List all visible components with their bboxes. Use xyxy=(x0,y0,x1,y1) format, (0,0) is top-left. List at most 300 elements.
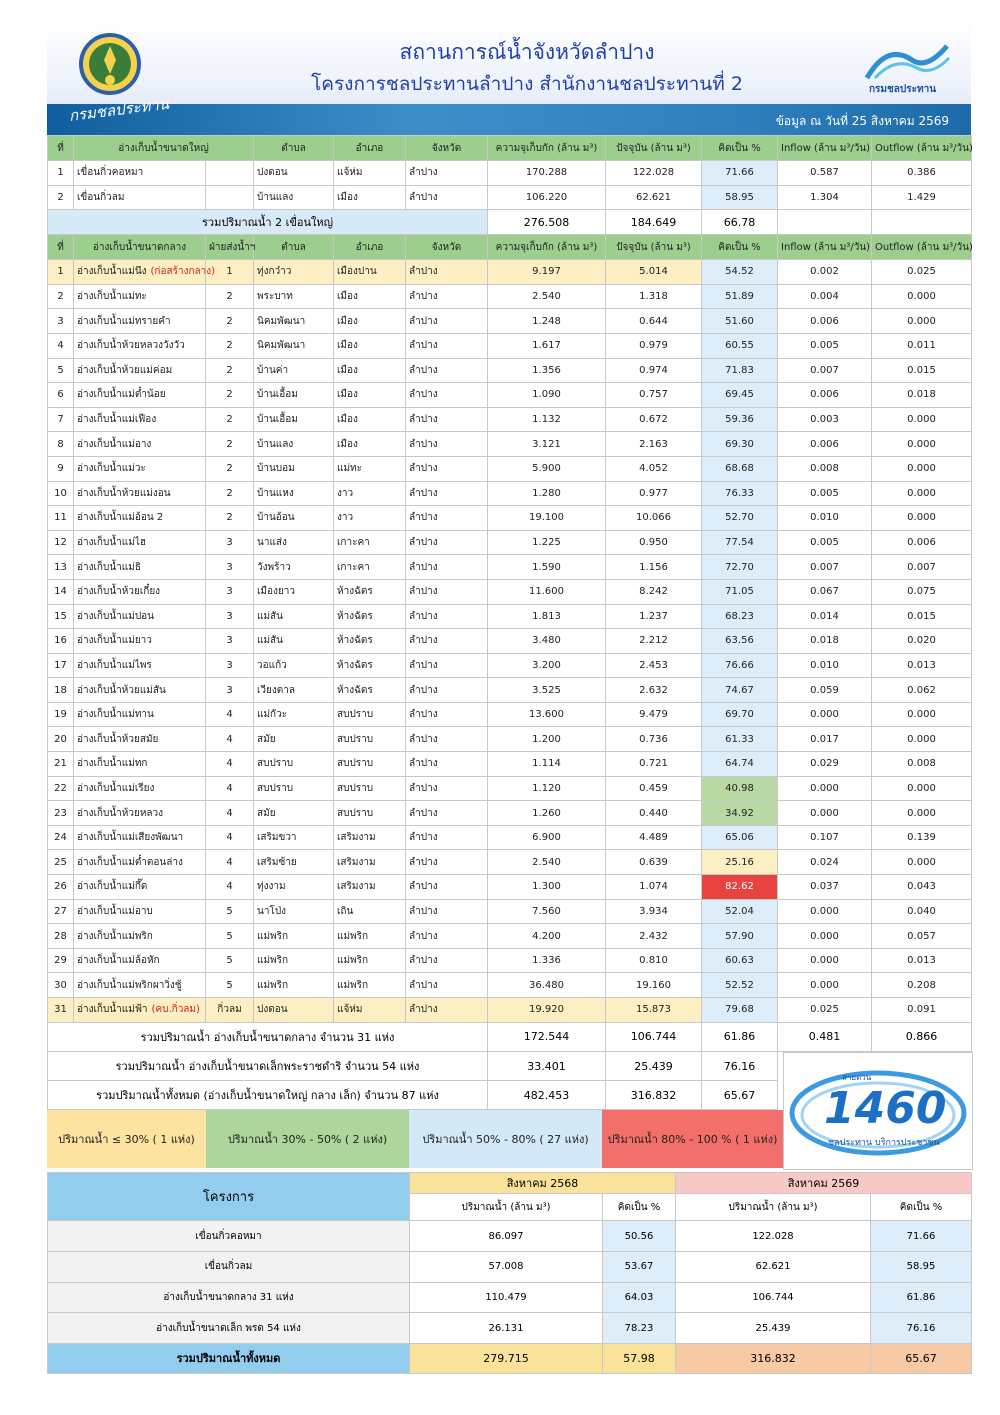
province: ลำปาง xyxy=(406,948,488,973)
hotline-number: 1460 xyxy=(824,1083,947,1135)
amphoe: เสริมงาม xyxy=(334,875,406,900)
percent: 58.95 xyxy=(702,185,778,210)
row-no: 30 xyxy=(48,973,74,998)
province: ลำปาง xyxy=(406,776,488,801)
current: 2.453 xyxy=(606,653,702,678)
large-total-pct: 66.78 xyxy=(702,210,778,235)
amphoe: ห้างฉัตร xyxy=(334,629,406,654)
report-subtitle: โครงการชลประทานลำปาง สำนักงานชลประทานที่ 2 xyxy=(311,73,743,95)
current: 1.074 xyxy=(606,875,702,900)
outflow: 0.000 xyxy=(872,801,972,826)
inflow: 0.007 xyxy=(778,555,872,580)
summary-current: 106.744 xyxy=(606,1022,702,1051)
compare-v1: 86.097 xyxy=(410,1221,603,1252)
division: 2 xyxy=(206,309,254,334)
amphoe: ห้างฉัตร xyxy=(334,604,406,629)
row-no: 14 xyxy=(48,579,74,604)
reservoir-name-cell xyxy=(74,333,206,358)
dam-name: เขื่อนกิ่วคอหมา xyxy=(74,161,206,186)
province: ลำปาง xyxy=(406,185,488,210)
inflow: 0.005 xyxy=(778,530,872,555)
large-total-outflow-empty xyxy=(872,210,972,235)
current: 62.621 xyxy=(606,185,702,210)
amphoe: เกาะคา xyxy=(334,555,406,580)
inflow: 0.000 xyxy=(778,776,872,801)
province: ลำปาง xyxy=(406,333,488,358)
compare-p1: 78.23 xyxy=(603,1313,676,1344)
inflow: 0.000 xyxy=(778,801,872,826)
reservoir-name: อ่างเก็บน้ำแม่พริกผาวิ่งชู้ xyxy=(77,979,182,991)
reservoir-note: (คบ.กิ่วลม) xyxy=(151,1004,200,1016)
large-total-inflow-empty xyxy=(778,210,872,235)
capacity: 1.336 xyxy=(488,948,606,973)
province: ลำปาง xyxy=(406,530,488,555)
amphoe: เมือง xyxy=(334,432,406,457)
tambon: วอแก้ว xyxy=(254,653,334,678)
compare-total-row xyxy=(48,1343,972,1373)
compare-p1: 50.56 xyxy=(603,1221,676,1252)
row-no: 29 xyxy=(48,948,74,973)
dam-name: เขื่อนกิ่วลม xyxy=(74,185,206,210)
row-no: 23 xyxy=(48,801,74,826)
large-dam-total-section xyxy=(48,210,972,235)
reservoir-name: อ่างเก็บน้ำห้วยเกี๋ยง xyxy=(77,586,161,598)
compare-p1: 53.67 xyxy=(603,1252,676,1283)
outflow: 0.000 xyxy=(872,309,972,334)
amphoe: เมือง xyxy=(334,185,406,210)
compare-p2: 61.86 xyxy=(871,1282,972,1313)
province: ลำปาง xyxy=(406,284,488,309)
legend-item-le30: ปริมาณน้ำ ≤ 30% ( 1 แห่ง) xyxy=(47,1110,206,1168)
compare-row xyxy=(48,1282,972,1313)
outflow: 0.000 xyxy=(872,432,972,457)
tambon: เสริมซ้าย xyxy=(254,850,334,875)
col-no: ที่ xyxy=(48,235,74,260)
province: ลำปาง xyxy=(406,309,488,334)
amphoe: แจ้ห่ม xyxy=(334,161,406,186)
compare-year1-header: สิงหาคม 2568 xyxy=(410,1173,676,1194)
capacity: 2.540 xyxy=(488,850,606,875)
row-no: 10 xyxy=(48,481,74,506)
reservoir-name-cell xyxy=(74,727,206,752)
province: ลำปาง xyxy=(406,653,488,678)
division: 2 xyxy=(206,383,254,408)
outflow: 0.000 xyxy=(872,506,972,531)
table-row xyxy=(48,358,972,383)
table-row xyxy=(48,629,972,654)
province: ลำปาง xyxy=(406,579,488,604)
department-name: กรมชลประทาน xyxy=(67,94,170,125)
reservoir-name: อ่างเก็บน้ำแม่ล้อหัก xyxy=(77,955,160,967)
outflow: 0.000 xyxy=(872,284,972,309)
summary-pct: 76.16 xyxy=(702,1051,778,1080)
amphoe: เถิน xyxy=(334,899,406,924)
province: ลำปาง xyxy=(406,998,488,1023)
row-no: 3 xyxy=(48,309,74,334)
current: 19.160 xyxy=(606,973,702,998)
province: ลำปาง xyxy=(406,752,488,777)
current: 0.644 xyxy=(606,309,702,334)
table-row xyxy=(48,333,972,358)
reservoir-name-cell xyxy=(74,875,206,900)
reservoir-name-cell xyxy=(74,260,216,285)
tambon: ปงดอน xyxy=(254,161,334,186)
row-no: 16 xyxy=(48,629,74,654)
legend-item-80-100: ปริมาณน้ำ 80% - 100 % ( 1 แห่ง) xyxy=(602,1110,783,1168)
capacity: 1.260 xyxy=(488,801,606,826)
tambon: นาโป่ง xyxy=(254,899,334,924)
province: ลำปาง xyxy=(406,407,488,432)
reservoir-note: (ก่อสร้างกลาง) xyxy=(150,266,216,278)
table-row xyxy=(48,702,972,727)
amphoe: เมือง xyxy=(334,383,406,408)
large-total-capacity: 276.508 xyxy=(488,210,606,235)
medium-reservoir-section xyxy=(48,235,972,1022)
percent: 72.70 xyxy=(702,555,778,580)
table-row xyxy=(48,506,972,531)
row-no: 1 xyxy=(48,161,74,186)
col-pct: คิดเป็น % xyxy=(702,136,778,161)
outflow: 0.208 xyxy=(872,973,972,998)
province: ลำปาง xyxy=(406,850,488,875)
province: ลำปาง xyxy=(406,432,488,457)
table-row xyxy=(48,875,972,900)
reservoir-name: อ่างเก็บน้ำแม่ยาว xyxy=(77,635,152,647)
percent: 52.70 xyxy=(702,506,778,531)
reservoir-name-cell xyxy=(74,407,206,432)
reservoir-table xyxy=(47,135,972,1110)
percent: 65.06 xyxy=(702,825,778,850)
outflow: 0.000 xyxy=(872,481,972,506)
summary-pct: 65.67 xyxy=(702,1081,778,1110)
division: 5 xyxy=(206,899,254,924)
inflow: 0.107 xyxy=(778,825,872,850)
province: ลำปาง xyxy=(406,260,488,285)
legend-item-50-80: ปริมาณน้ำ 50% - 80% ( 27 แห่ง) xyxy=(409,1110,602,1168)
reservoir-name-cell xyxy=(74,530,206,555)
inflow: 0.008 xyxy=(778,456,872,481)
amphoe: สบปราบ xyxy=(334,702,406,727)
reservoir-name-cell xyxy=(74,850,206,875)
percent: 74.67 xyxy=(702,678,778,703)
summary-current: 316.832 xyxy=(606,1081,702,1110)
outflow: 0.000 xyxy=(872,702,972,727)
tambon: บ้านค่า xyxy=(254,358,334,383)
inflow: 0.000 xyxy=(778,899,872,924)
current: 0.810 xyxy=(606,948,702,973)
outflow: 0.000 xyxy=(872,776,972,801)
outflow: 0.015 xyxy=(872,358,972,383)
province: ลำปาง xyxy=(406,727,488,752)
reservoir-name-cell xyxy=(74,629,206,654)
percent: 40.98 xyxy=(702,776,778,801)
capacity: 4.200 xyxy=(488,924,606,949)
province: ลำปาง xyxy=(406,973,488,998)
outflow: 0.075 xyxy=(872,579,972,604)
reservoir-name-cell xyxy=(74,899,206,924)
percent: 69.70 xyxy=(702,702,778,727)
col-outflow: Outflow (ล้าน ม³/วัน) xyxy=(872,235,972,260)
row-no: 24 xyxy=(48,825,74,850)
capacity: 1.090 xyxy=(488,383,606,408)
division: 2 xyxy=(206,333,254,358)
compare-p2: 76.16 xyxy=(871,1313,972,1344)
tambon: สบปราบ xyxy=(254,776,334,801)
amphoe: แจ้ห่ม xyxy=(334,998,406,1023)
tambon: ทุ่งกว๋าว xyxy=(254,260,334,285)
col-tambon: ตำบล xyxy=(254,136,334,161)
province: ลำปาง xyxy=(406,383,488,408)
row-no: 26 xyxy=(48,875,74,900)
percent: 71.05 xyxy=(702,579,778,604)
outflow: 0.000 xyxy=(872,850,972,875)
rid-logo-icon xyxy=(857,38,957,82)
compare-total-name: รวมปริมาณน้ำทั้งหมด xyxy=(48,1343,410,1373)
reservoir-name: อ่างเก็บน้ำแม่ต๋ำตอนล่าง xyxy=(77,856,183,868)
table-row xyxy=(48,948,972,973)
current: 0.977 xyxy=(606,481,702,506)
reservoir-name: อ่างเก็บน้ำห้วยแม่งอน xyxy=(77,487,171,499)
outflow: 0.000 xyxy=(872,727,972,752)
large-dam-section xyxy=(48,136,972,210)
legend-item-30-50: ปริมาณน้ำ 30% - 50% ( 2 แห่ง) xyxy=(206,1110,409,1168)
outflow: 0.040 xyxy=(872,899,972,924)
tambon: สมัย xyxy=(254,801,334,826)
summary-current: 25.439 xyxy=(606,1051,702,1080)
inflow: 0.587 xyxy=(778,161,872,186)
row-no: 6 xyxy=(48,383,74,408)
percent: 51.89 xyxy=(702,284,778,309)
table-row xyxy=(48,924,972,949)
outflow: 0.091 xyxy=(872,998,972,1023)
table-row xyxy=(48,432,972,457)
amphoe: สบปราบ xyxy=(334,727,406,752)
tambon: พระบาท xyxy=(254,284,334,309)
table-row xyxy=(48,973,972,998)
division: 2 xyxy=(206,432,254,457)
tambon: เวียงตาล xyxy=(254,678,334,703)
compare-name: อ่างเก็บน้ำขนาดกลาง 31 แห่ง xyxy=(48,1282,410,1313)
capacity: 1.120 xyxy=(488,776,606,801)
summary-capacity: 172.544 xyxy=(488,1022,606,1051)
division: 3 xyxy=(206,629,254,654)
division: 2 xyxy=(206,358,254,383)
percent: 59.36 xyxy=(702,407,778,432)
current: 0.459 xyxy=(606,776,702,801)
inflow: 0.029 xyxy=(778,752,872,777)
amphoe: เมือง xyxy=(334,309,406,334)
reservoir-name-cell xyxy=(74,579,206,604)
reservoir-name-cell xyxy=(74,432,206,457)
reservoir-name-cell xyxy=(74,604,206,629)
reservoir-name: อ่างเก็บน้ำแม่ปอน xyxy=(77,610,155,622)
report-page xyxy=(47,18,971,1374)
division: 4 xyxy=(206,776,254,801)
percent: 64.74 xyxy=(702,752,778,777)
current: 0.440 xyxy=(606,801,702,826)
percent: 68.68 xyxy=(702,456,778,481)
inflow: 0.037 xyxy=(778,875,872,900)
outflow: 0.000 xyxy=(872,407,972,432)
reservoir-name: อ่างเก็บน้ำห้วยสมัย xyxy=(77,733,159,745)
row-no: 19 xyxy=(48,702,74,727)
province: ลำปาง xyxy=(406,678,488,703)
current: 2.632 xyxy=(606,678,702,703)
row-no: 27 xyxy=(48,899,74,924)
capacity: 1.200 xyxy=(488,727,606,752)
reservoir-name-cell xyxy=(74,702,206,727)
reservoir-name: อ่างเก็บน้ำแม่ฟ้า xyxy=(77,1004,148,1016)
compare-row xyxy=(48,1252,972,1283)
compare-v2: 122.028 xyxy=(676,1221,871,1252)
outflow: 0.025 xyxy=(872,260,972,285)
header-band xyxy=(47,94,971,135)
outflow: 0.386 xyxy=(872,161,972,186)
province: ลำปาง xyxy=(406,629,488,654)
tambon: แม่พริก xyxy=(254,948,334,973)
compare-vol1-header: ปริมาณน้ำ (ล้าน ม³) xyxy=(410,1194,603,1221)
table-row xyxy=(48,727,972,752)
table-row xyxy=(48,801,972,826)
capacity: 3.525 xyxy=(488,678,606,703)
tambon: เมืองยาว xyxy=(254,579,334,604)
outflow: 0.011 xyxy=(872,333,972,358)
reservoir-name-cell xyxy=(74,481,206,506)
tambon: แม่กัวะ xyxy=(254,702,334,727)
tambon: วังพร้าว xyxy=(254,555,334,580)
summary-label: รวมปริมาณน้ำ อ่างเก็บน้ำขนาดกลาง จำนวน 31 แห่ง xyxy=(48,1022,488,1051)
reservoir-name: อ่างเก็บน้ำแม่ธิ xyxy=(77,561,141,573)
amphoe: งาว xyxy=(334,506,406,531)
division: 4 xyxy=(206,825,254,850)
table-row xyxy=(48,260,972,285)
report-title: สถานการณ์น้ำจังหวัดลำปาง xyxy=(399,40,655,64)
inflow: 0.006 xyxy=(778,309,872,334)
table-row xyxy=(48,555,972,580)
capacity: 2.540 xyxy=(488,284,606,309)
tambon: นิคมพัฒนา xyxy=(254,333,334,358)
row-no: 17 xyxy=(48,653,74,678)
capacity: 7.560 xyxy=(488,899,606,924)
col-medium-name: อ่างเก็บน้ำขนาดกลาง xyxy=(74,235,206,260)
table-row xyxy=(48,998,972,1023)
division: กิ่วลม xyxy=(206,998,254,1023)
tambon: สบปราบ xyxy=(254,752,334,777)
current: 5.014 xyxy=(606,260,702,285)
compare-v1: 57.008 xyxy=(410,1252,603,1283)
capacity: 6.900 xyxy=(488,825,606,850)
capacity: 1.813 xyxy=(488,604,606,629)
col-current: ปัจจุบัน (ล้าน ม³) xyxy=(606,136,702,161)
data-as-of: ข้อมูล ณ วันที่ 25 สิงหาคม 2569 xyxy=(775,114,949,128)
division: 2 xyxy=(206,456,254,481)
division: 4 xyxy=(206,850,254,875)
reservoir-name-cell xyxy=(74,506,206,531)
outflow: 0.007 xyxy=(872,555,972,580)
inflow: 0.000 xyxy=(778,702,872,727)
reservoir-name: อ่างเก็บน้ำแม่อาง xyxy=(77,438,152,450)
large-dam-total-row xyxy=(48,210,972,235)
compare-p2: 58.95 xyxy=(871,1252,972,1283)
capacity: 1.225 xyxy=(488,530,606,555)
province: ลำปาง xyxy=(406,506,488,531)
percent: 60.55 xyxy=(702,333,778,358)
current: 2.432 xyxy=(606,924,702,949)
compare-row xyxy=(48,1221,972,1252)
summary-inflow: 0.481 xyxy=(778,1022,872,1051)
row-no: 15 xyxy=(48,604,74,629)
amphoe: เสริมงาม xyxy=(334,825,406,850)
province: ลำปาง xyxy=(406,702,488,727)
report-header xyxy=(47,18,971,135)
large-dam-row xyxy=(48,185,972,210)
compare-p2: 71.66 xyxy=(871,1221,972,1252)
current: 10.066 xyxy=(606,506,702,531)
capacity: 11.600 xyxy=(488,579,606,604)
outflow: 1.429 xyxy=(872,185,972,210)
table-row xyxy=(48,383,972,408)
inflow: 0.010 xyxy=(778,506,872,531)
reservoir-name: อ่างเก็บน้ำแม่ไฮ xyxy=(77,537,146,549)
table-row xyxy=(48,678,972,703)
current: 2.163 xyxy=(606,432,702,457)
compare-vol2-header: ปริมาณน้ำ (ล้าน ม³) xyxy=(676,1194,871,1221)
province: ลำปาง xyxy=(406,875,488,900)
compare-total-p1: 57.98 xyxy=(603,1343,676,1373)
province: ลำปาง xyxy=(406,456,488,481)
capacity: 1.300 xyxy=(488,875,606,900)
tambon: บ้านแลง xyxy=(254,185,334,210)
inflow: 0.006 xyxy=(778,432,872,457)
tambon: แม่พริก xyxy=(254,924,334,949)
division: 2 xyxy=(206,407,254,432)
col-capacity: ความจุเก็บกัก (ล้าน ม³) xyxy=(488,235,606,260)
current: 3.934 xyxy=(606,899,702,924)
outflow: 0.062 xyxy=(872,678,972,703)
table-row xyxy=(48,284,972,309)
tambon: บ้านบอม xyxy=(254,456,334,481)
capacity: 1.617 xyxy=(488,333,606,358)
capacity: 3.200 xyxy=(488,653,606,678)
col-tambon: ตำบล xyxy=(254,235,334,260)
col-current: ปัจจุบัน (ล้าน ม³) xyxy=(606,235,702,260)
province: ลำปาง xyxy=(406,161,488,186)
inflow: 0.005 xyxy=(778,333,872,358)
reservoir-name-cell xyxy=(74,383,206,408)
capacity: 9.197 xyxy=(488,260,606,285)
outflow: 0.057 xyxy=(872,924,972,949)
table-row xyxy=(48,579,972,604)
compare-name: เขื่อนกิ่วคอหมา xyxy=(48,1221,410,1252)
compare-year2-header: สิงหาคม 2569 xyxy=(676,1173,972,1194)
amphoe: แม่ทะ xyxy=(334,456,406,481)
inflow: 0.007 xyxy=(778,358,872,383)
reservoir-name: อ่างเก็บน้ำแม่เฟือง xyxy=(77,414,157,426)
current: 1.237 xyxy=(606,604,702,629)
percent: 25.16 xyxy=(702,850,778,875)
percent: 54.52 xyxy=(702,260,778,285)
tambon: ปงดอน xyxy=(254,998,334,1023)
outflow: 0.015 xyxy=(872,604,972,629)
row-no: 12 xyxy=(48,530,74,555)
table-row xyxy=(48,604,972,629)
outflow: 0.008 xyxy=(872,752,972,777)
current: 1.318 xyxy=(606,284,702,309)
capacity: 1.356 xyxy=(488,358,606,383)
summary-outflow: 0.866 xyxy=(872,1022,972,1051)
current: 4.052 xyxy=(606,456,702,481)
row-no: 7 xyxy=(48,407,74,432)
